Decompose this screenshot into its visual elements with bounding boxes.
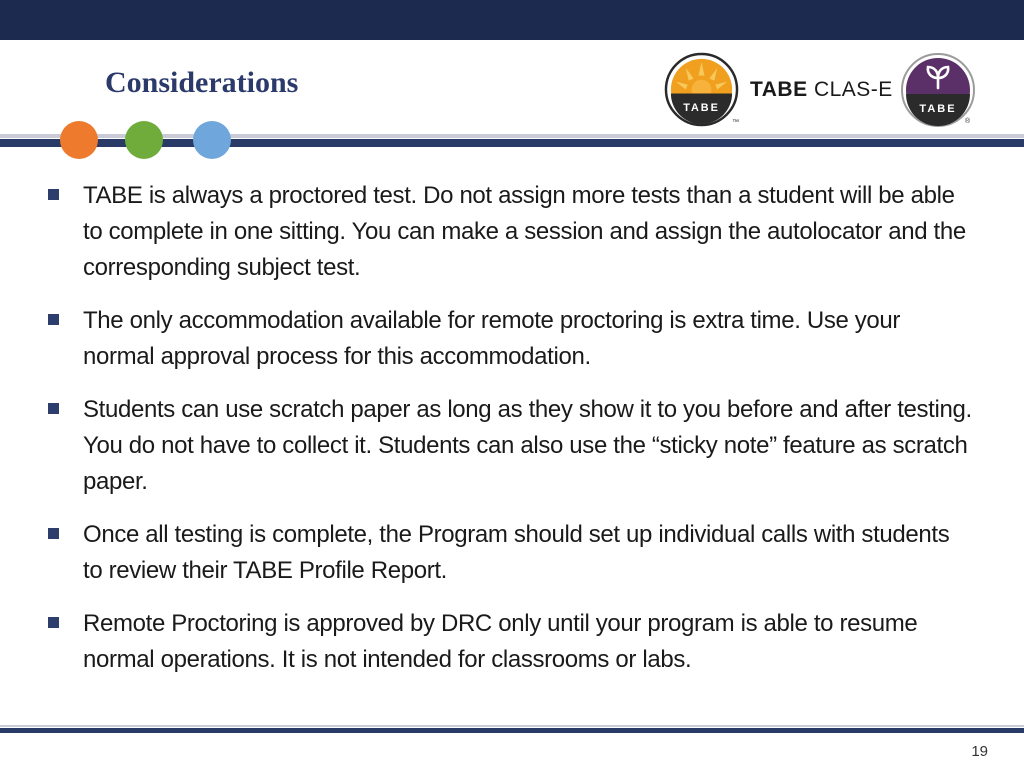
tabe-logo-icon (664, 52, 739, 127)
list-item (44, 392, 974, 500)
brand-wordmark (750, 78, 893, 102)
svg-text:TABE: TABE (683, 102, 720, 115)
page-number: 19 (971, 743, 988, 760)
header-bar (0, 0, 1024, 40)
orange-dot-icon (60, 121, 98, 159)
registered-mark: ® (965, 118, 971, 125)
brand-regular: CLAS-E (807, 78, 893, 101)
blue-dot-icon (193, 121, 231, 159)
bullet-text: Once all testing is complete, the Program should set up individual calls with students to review their TABE Profile Report. (83, 521, 950, 584)
square-bullet-icon (48, 617, 59, 628)
square-bullet-icon (48, 403, 59, 414)
logo-group (664, 52, 984, 132)
bullet-text: Students can use scratch paper as long as they show it to you before and after testing. You do not have to collect it. Students can also use the “sticky note” feature as scratch paper. (83, 396, 972, 495)
tabe-clase-logo-icon (900, 52, 976, 128)
list-item (44, 606, 974, 678)
bullet-text: The only accommodation available for remote proctoring is extra time. Use your normal approval process for this accommodation. (83, 307, 901, 370)
square-bullet-icon (48, 189, 59, 200)
bullet-list (44, 178, 974, 695)
list-item (44, 517, 974, 589)
footer-divider-thick (0, 728, 1024, 733)
bullet-text: Remote Proctoring is approved by DRC only until your program is able to resume normal operations. It is not intended for classrooms or labs. (83, 610, 918, 673)
bullet-text: TABE is always a proctored test. Do not assign more tests than a student will be able to complete in one sitting. You can make a session and assign the autolocator and the corresponding subject test. (83, 182, 966, 281)
list-item (44, 303, 974, 375)
svg-text:TABE: TABE (919, 103, 957, 115)
brand-bold: TABE (750, 78, 808, 101)
square-bullet-icon (48, 314, 59, 325)
list-item (44, 178, 974, 286)
footer-divider-thin (0, 725, 1024, 727)
trademark-mark: ™ (732, 119, 739, 126)
square-bullet-icon (48, 528, 59, 539)
slide-title: Considerations (105, 66, 299, 99)
green-dot-icon (125, 121, 163, 159)
